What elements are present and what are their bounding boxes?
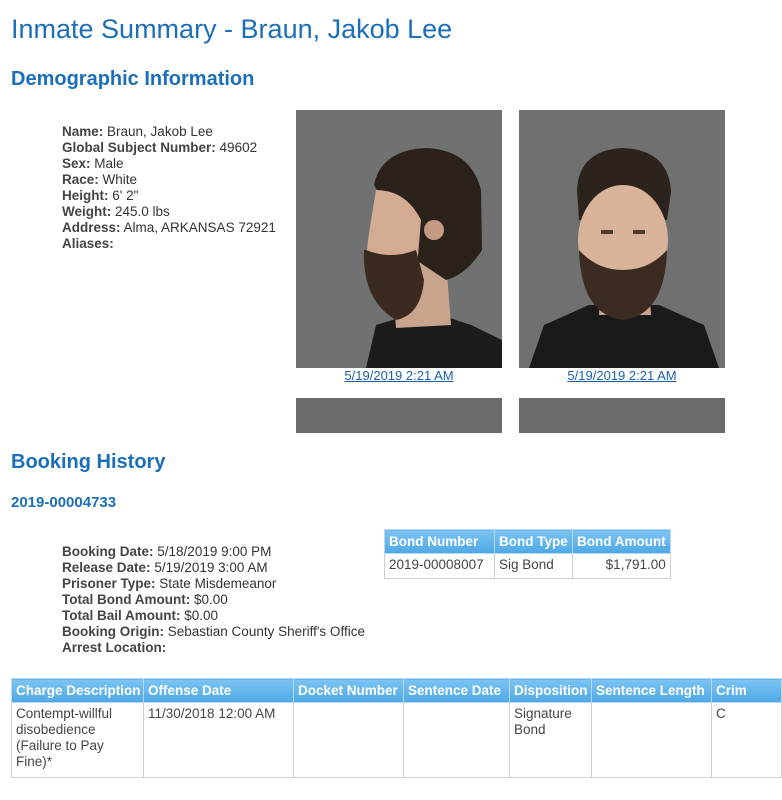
field-total-bail-amount: Total Bail Amount: $0.00	[62, 608, 219, 623]
docket-number-header[interactable]: Docket Number	[294, 679, 404, 703]
profile-photo-date-link[interactable]: 5/19/2019 2:21 AM	[344, 368, 454, 383]
sentence-length-header[interactable]: Sentence Length	[592, 679, 712, 703]
demographic-info	[62, 124, 276, 252]
docket-number-cell	[294, 703, 404, 778]
field-prisoner-type: Prisoner Type: State Misdemeanor	[62, 576, 277, 591]
bond-type-header[interactable]: Bond Type	[495, 530, 573, 554]
field-race: Race: White	[62, 172, 138, 187]
crime-class-header[interactable]: Crim	[712, 679, 782, 703]
crime-class-cell: C	[712, 703, 782, 778]
disposition-header[interactable]: Disposition	[510, 679, 592, 703]
mugshot-profile-photo[interactable]	[296, 110, 502, 368]
sentence-date-header[interactable]: Sentence Date	[404, 679, 510, 703]
field-name: Name: Braun, Jakob Lee	[62, 124, 213, 139]
bond-amount-cell: $1,791.00	[573, 554, 671, 579]
bond-type-cell: Sig Bond	[495, 554, 573, 579]
bond-table	[384, 529, 671, 579]
field-address: Address: Alma, ARKANSAS 72921	[62, 220, 276, 235]
sentence-date-cell	[404, 703, 510, 778]
field-weight: Weight: 245.0 lbs	[62, 204, 170, 219]
offense-date-header[interactable]: Offense Date	[144, 679, 294, 703]
charge-table-container	[11, 678, 747, 788]
demographic-heading: Demographic Information	[11, 68, 255, 90]
field-height: Height: 6' 2"	[62, 188, 139, 203]
field-booking-date: Booking Date: 5/18/2019 9:00 PM	[62, 544, 272, 559]
field-booking-origin: Booking Origin: Sebastian County Sheriff's Office	[62, 624, 365, 639]
mugshot-front-photo[interactable]	[519, 110, 725, 368]
front-photo-date-link[interactable]: 5/19/2019 2:21 AM	[567, 368, 677, 383]
field-total-bond-amount: Total Bond Amount: $0.00	[62, 592, 228, 607]
sentence-length-cell	[592, 703, 712, 778]
charge-table	[11, 678, 782, 778]
bond-table-header-row	[385, 530, 671, 554]
field-sex: Sex: Male	[62, 156, 124, 171]
field-release-date: Release Date: 5/19/2019 3:00 AM	[62, 560, 268, 575]
booking-number: 2019-00004733	[11, 494, 117, 511]
field-global-subject-number: Global Subject Number: 49602	[62, 140, 258, 155]
mugshot-photo-partial-1[interactable]	[296, 398, 502, 433]
table-row	[385, 554, 671, 579]
table-row	[12, 703, 782, 778]
page-title: Inmate Summary - Braun, Jakob Lee	[11, 14, 453, 44]
offense-date-cell: 11/30/2018 12:00 AM	[144, 703, 294, 778]
bond-number-header[interactable]: Bond Number	[385, 530, 495, 554]
bond-number-cell: 2019-00008007	[385, 554, 495, 579]
field-arrest-location: Arrest Location:	[62, 640, 167, 655]
charge-description-header[interactable]: Charge Description	[12, 679, 144, 703]
disposition-cell: Signature Bond	[510, 703, 592, 778]
bond-amount-header[interactable]: Bond Amount	[573, 530, 671, 554]
charge-table-header-row	[12, 679, 782, 703]
booking-history-heading: Booking History	[11, 451, 166, 473]
field-aliases: Aliases:	[62, 236, 114, 251]
booking-info	[62, 544, 365, 656]
mugshot-photo-partial-2[interactable]	[519, 398, 725, 433]
charge-description-cell: Contempt-willful disobedience (Failure to Pay Fine)*	[12, 703, 144, 778]
